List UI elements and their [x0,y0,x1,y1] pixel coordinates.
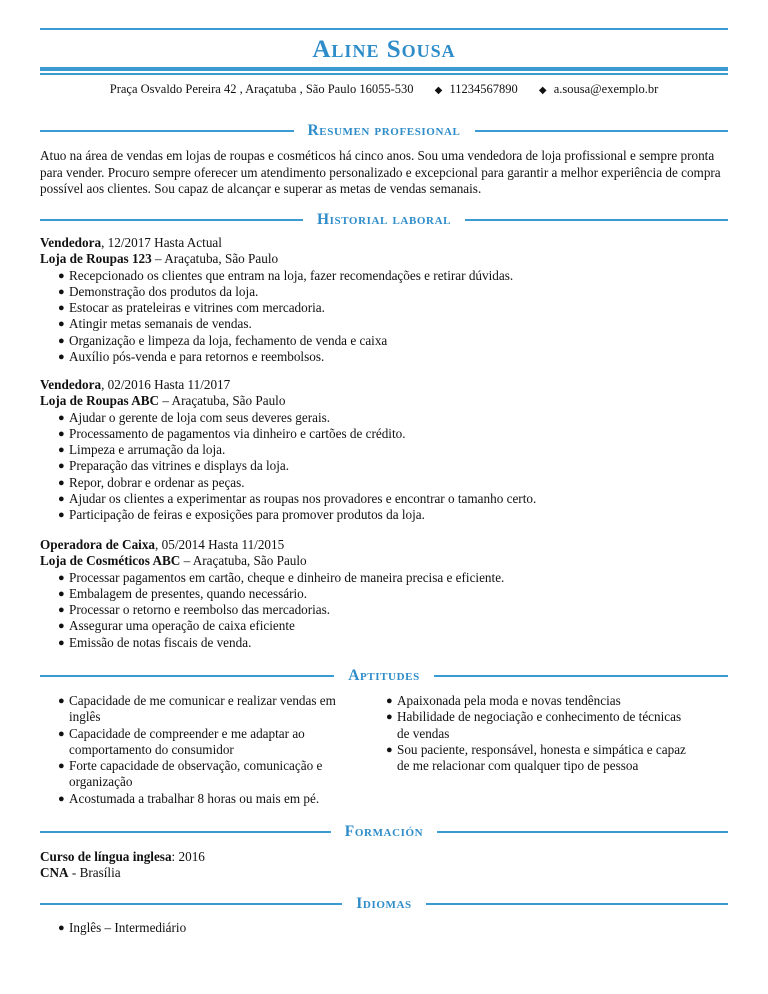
bullet-icon: ● [58,620,65,633]
education-entry [40,849,728,882]
list-item: ● Embalagem de presentes, quando necessário. [58,585,308,601]
bullet-icon: ● [58,636,65,649]
job-dates: , 12/2017 Hasta Actual [101,235,222,250]
bullet-icon: ● [58,509,65,522]
list-item: ● Demonstração dos produtos da loja. [58,283,259,299]
summary-text: Atuo na área de vendas em lojas de roupas e cosméticos há cinco anos. Sou uma vendedora de loja profissional e sempre pronta para vender. Procuro sempre oferecer um atendimento personalizado e excepcional para garantir a melhor experiência de compra possível aos clientes. Sou capaz de alcançar e superar as metas de vendas semanais. [40,148,721,196]
list-item: ● Habilidade de negociação e conhecimento de técnicas de vendas [386,709,682,741]
education-course-line [40,849,728,865]
bullet-icon: ● [58,351,65,364]
job-role: Vendedora [40,377,102,392]
diamond-icon: ◆ [434,85,443,96]
section-title: Resumen profesional [307,122,461,139]
bullet-icon: ● [58,571,65,584]
bullet-icon: ● [58,460,65,473]
list-item: ● Preparação das vitrines e displays da loja. [58,458,290,474]
bullet-icon: ● [58,334,65,347]
list-item: ● Limpeza e arrumação da loja. [58,442,226,458]
job-title-line [40,235,728,251]
bullet-icon: ● [58,604,65,617]
candidate-name: Aline Sousa [312,36,456,63]
bullet-icon: ● [58,695,65,707]
list-item: ● Capacidade de compreender e me adaptar ao comportamento do consumidor [58,725,305,757]
bullet-icon: ● [58,587,65,600]
list-item: ● Auxílio pós-venda e para retornos e reembolsos. [58,349,325,365]
education-course: Curso de língua inglesa [40,849,172,864]
bullet-icon: ● [58,727,65,740]
education-school-line [40,865,728,881]
contact-line [40,81,728,99]
job-company: Loja de Roupas ABC [40,393,160,409]
section-rule [437,831,728,833]
list-item: ● Organização e limpeza da loja, fechamento de venda e caixa [58,332,388,348]
job-role: Vendedora [40,235,102,250]
list-item: ● Recepcionado os clientes que entram na loja, fazer recomendações e retirar dúvidas. [58,267,514,283]
skills-right-list [368,693,712,807]
job-role: Operadora de Caixa [40,537,156,552]
list-item: ● Assegurar uma operação de caixa eficiente [58,618,295,634]
list-item: ● Estocar as prateleiras e vitrines com mercadoria. [58,300,325,316]
bullet-icon: ● [58,760,65,773]
bullet-icon: ● [58,269,65,282]
job-dates: , 02/2016 Hasta 11/2017 [101,377,231,392]
top-rule [40,28,728,30]
bullet-icon: ● [58,302,65,315]
job-company-line [40,251,728,267]
list-item: ● Capacidade de me comunicar e realizar vendas em inglês [58,693,336,725]
list-item: ● Atingir metas semanais de vendas. [58,316,252,332]
education-city: - Brasília [68,865,121,881]
name-rule-thin [40,73,728,75]
section-rule [40,903,342,905]
bullet-icon: ● [58,493,65,506]
job-entry [40,377,728,524]
languages-list [40,920,728,936]
section-rule [40,831,331,833]
section-rule [40,675,334,677]
section-rule [40,130,294,132]
address-text: Praça Osvaldo Pereira 42 , Araçatuba , São Paulo 16055-530 [109,82,414,96]
job-location: – Araçatuba, São Paulo [159,393,286,409]
bullet-icon: ● [58,411,65,424]
skills-left-list [40,693,384,807]
summary-section-header [40,121,728,141]
list-item: ● Acostumada a trabalhar 8 horas ou mais em pé. [58,790,320,806]
job-location: – Araçatuba, São Paulo [151,251,279,267]
job-company-line [40,553,728,569]
job-company: Loja de Cosméticos ABC [40,553,181,569]
list-item: ● Emissão de notas fiscais de venda. [58,634,252,650]
list-item: ● Processamento de pagamentos via dinheiro e cartões de crédito. [58,425,406,441]
section-title: Historial laboral [316,211,452,228]
job-entry [40,537,728,651]
bullet-icon: ● [58,444,65,457]
list-item: ● Ajudar os clientes a experimentar as roupas nos provadores e encontrar o tamanho certo. [58,491,537,507]
email-text: a.sousa@exemplo.br [553,82,659,96]
section-title: Aptitudes [348,667,420,684]
bullet-icon: ● [386,743,393,756]
job-location: – Araçatuba, São Paulo [180,553,307,569]
name-rule-thick [40,67,728,71]
job-title-line [40,537,728,553]
list-item: ● Ajudar o gerente de loja com seus deveres gerais. [58,409,331,425]
list-item: ● Inglês – Intermediário [58,920,187,935]
bullet-icon: ● [58,318,65,331]
bullet-icon: ● [58,792,65,805]
skills-columns [40,693,728,807]
job-company-line [40,393,728,409]
list-item: ● Apaixonada pela moda e novas tendências [386,693,621,708]
job-bullets [40,410,728,524]
bullet-icon: ● [386,711,393,724]
section-rule [426,903,728,905]
list-item: ● Sou paciente, responsável, honesta e simpática e capaz de me relacionar com qualquer tipo de pessoa [386,741,686,774]
job-title-line [40,377,728,393]
list-item: ● Processar pagamentos em cartão, cheque e dinheiro de maneira precisa e eficiente. [58,569,505,585]
section-rule [40,219,303,221]
list-item: ● Forte capacidade de observação, comunicação e organização [58,758,323,790]
bullet-icon: ● [58,476,65,489]
skills-section-header [40,666,728,686]
section-rule [434,675,728,677]
work-section-header [40,210,728,230]
languages-section-header [40,894,728,914]
languages-entry [40,920,728,936]
job-dates: , 05/2014 Hasta 11/2015 [155,537,285,552]
education-section-header [40,822,728,842]
phone-text: 11234567890 [449,82,518,96]
section-title: Idiomas [356,895,412,912]
bullet-icon: ● [58,285,65,298]
job-bullets [40,268,728,366]
bullet-icon: ● [58,427,65,440]
education-school: CNA [40,865,69,881]
diamond-icon: ◆ [538,85,547,96]
list-item: ● Participação de feiras e exposições para promover produtos da loja. [58,507,425,523]
education-year: : 2016 [171,849,205,864]
job-entry [40,235,728,365]
list-item: ● Repor, dobrar e ordenar as peças. [58,474,245,490]
section-rule [475,130,729,132]
section-rule [465,219,728,221]
bullet-icon: ● [58,922,65,934]
job-bullets [40,570,728,651]
list-item: ● Processar o retorno e reembolso das mercadorias. [58,602,331,618]
job-company: Loja de Roupas 123 [40,251,152,267]
section-title: Formación [344,823,424,840]
bullet-icon: ● [386,695,393,707]
